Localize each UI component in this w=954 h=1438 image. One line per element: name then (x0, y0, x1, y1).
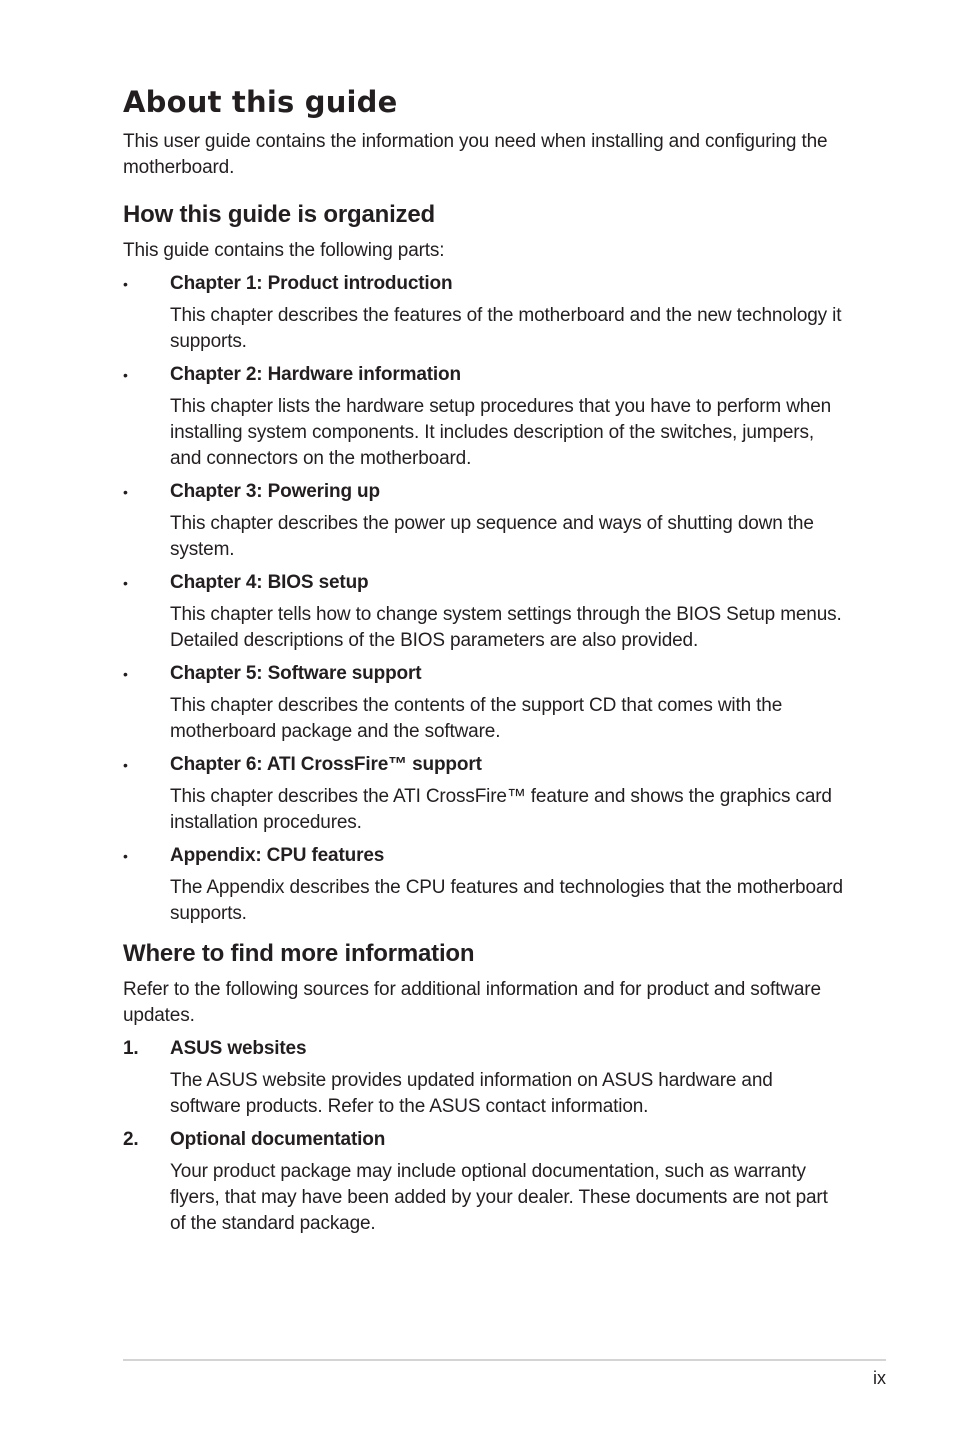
chapter-title: Appendix: CPU features (170, 845, 385, 867)
resource-title: ASUS websites (170, 1037, 307, 1059)
chapter-description: This chapter tells how to change system settings through the BIOS Setup menus. Detailed descriptions of the BIOS parameters are also provided. (170, 604, 842, 652)
list-item (123, 362, 843, 472)
chapter-title: Chapter 3: Powering up (170, 481, 380, 503)
more-info-lead: Refer to the following sources for additional information and for product and software updates. (123, 978, 821, 1026)
chapter-title: Chapter 5: Software support (170, 663, 422, 685)
list-item (123, 479, 843, 563)
list-item (123, 1127, 843, 1237)
list-item (123, 661, 843, 745)
chapter-title: Chapter 4: BIOS setup (170, 572, 369, 594)
page-title: About this guide (123, 85, 398, 119)
bullet-marker: • (123, 757, 128, 774)
resource-description: The ASUS website provides updated information on ASUS hardware and software products. Refer to the ASUS contact information. (170, 1069, 773, 1117)
chapter-description: This chapter describes the contents of the support CD that comes with the motherboard package and the software. (170, 695, 783, 743)
bullet-marker: • (123, 575, 128, 592)
bullet-marker: • (123, 484, 128, 501)
list-item (123, 752, 843, 836)
chapter-title: Chapter 1: Product introduction (170, 273, 453, 295)
organized-lead: This guide contains the following parts: (123, 240, 445, 262)
chapter-title: Chapter 2: Hardware information (170, 364, 461, 386)
section-heading-organized: How this guide is organized (123, 201, 435, 229)
bullet-marker: • (123, 367, 128, 384)
chapter-description: This chapter describes the ATI CrossFire™ feature and shows the graphics card installation procedures. (170, 786, 832, 834)
resource-description: Your product package may include optional documentation, such as warranty flyers, that may have been added by your dealer. These documents are not part of the standard package. (170, 1160, 828, 1234)
list-item (123, 570, 843, 654)
section-heading-more-info: Where to find more information (123, 940, 475, 968)
chapter-list (123, 271, 843, 927)
list-item (123, 843, 843, 927)
list-item (123, 1036, 843, 1120)
chapter-description: The Appendix describes the CPU features and technologies that the motherboard supports. (170, 877, 843, 925)
item-number: 2. (123, 1128, 139, 1150)
document-page (123, 86, 843, 1244)
bullet-marker: • (123, 276, 128, 293)
chapter-description: This chapter lists the hardware setup procedures that you have to perform when installing system components. It includes description of the switches, jumpers, and connectors on the motherboard. (170, 396, 832, 470)
chapter-description: This chapter describes the features of the motherboard and the new technology it supports. (170, 305, 842, 353)
chapter-title: Chapter 6: ATI CrossFire™ support (170, 754, 482, 776)
chapter-description: This chapter describes the power up sequence and ways of shutting down the system. (170, 513, 814, 561)
footer-divider (123, 1359, 886, 1361)
intro-paragraph: This user guide contains the information you need when installing and configuring the motherboard. (123, 131, 828, 179)
bullet-marker: • (123, 848, 128, 865)
item-number: 1. (123, 1037, 139, 1059)
resource-title: Optional documentation (170, 1128, 386, 1150)
bullet-marker: • (123, 666, 128, 683)
list-item (123, 271, 843, 355)
page-number: ix (873, 1368, 886, 1388)
resource-list (123, 1036, 843, 1237)
